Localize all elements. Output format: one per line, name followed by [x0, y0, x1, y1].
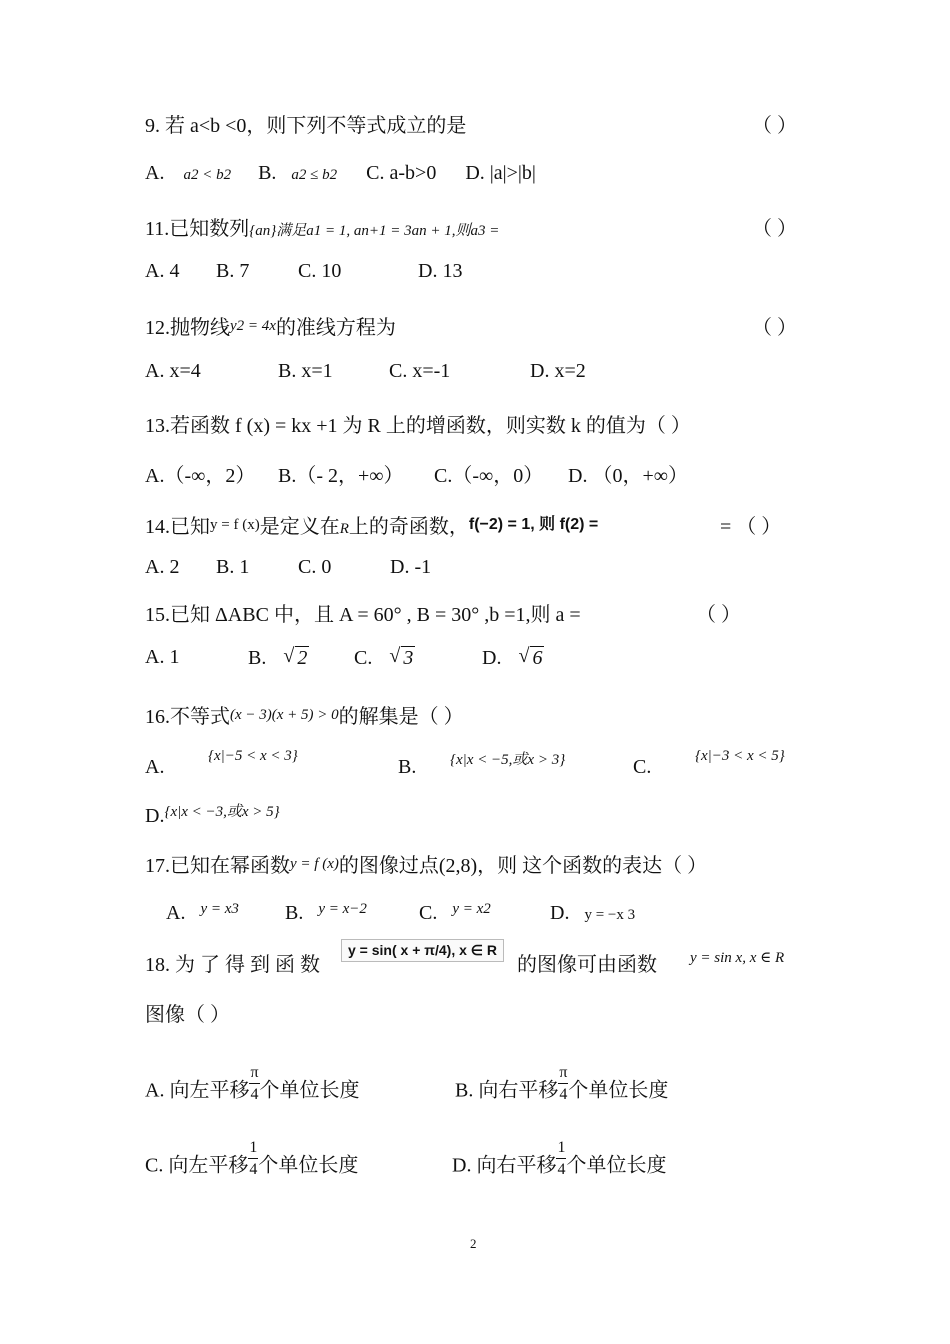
q18-option-a-denominator: 4	[250, 1086, 259, 1103]
q16-option-d-expr: {x|x < −3,或x > 5}	[164, 804, 280, 820]
q14-option-a: A. 2	[145, 556, 180, 578]
q18-option-b-fraction	[558, 1065, 568, 1103]
q12-prefix: 12.抛物线	[145, 317, 230, 339]
q16-stem	[145, 700, 464, 729]
q16-option-a-expr: {x|−5 < x < 3}	[208, 748, 298, 764]
q18-option-c-fraction	[248, 1140, 258, 1178]
q16-prefix: 16.不等式	[145, 706, 230, 728]
q18-prefix: 18. 为 了 得 到 函 数	[145, 954, 320, 976]
q15-option-c-label: C.	[354, 647, 373, 669]
q18-option-a-unit: 个单位长度	[259, 1079, 360, 1102]
q18-option-c-unit: 个单位长度	[258, 1154, 359, 1177]
q9-options	[145, 162, 536, 185]
q16-option-a-label: A.	[145, 756, 165, 778]
q18-option-a-text: A. 向左平移	[145, 1079, 250, 1102]
q11-option-b: B. 7	[216, 260, 250, 282]
q17-prefix: 17.已知在幂函数	[145, 855, 290, 877]
q18-option-c-numerator: 1	[248, 1140, 258, 1159]
q17-option-c-expr: y = x2	[452, 901, 491, 917]
q9-option-d: D. |a|>|b|	[465, 162, 536, 184]
q16-option-d	[145, 805, 280, 828]
q14-image-formula: f(−2) = 1, 则 f(2) =	[468, 516, 599, 533]
q11-prefix: 11.已知数列	[145, 218, 250, 240]
q18-option-a-numerator: π	[249, 1065, 259, 1084]
q14-option-c: C. 0	[298, 556, 332, 578]
q18-option-d-fraction	[556, 1140, 566, 1178]
q13-option-c: C.（-∞，0）	[434, 465, 544, 487]
q17-expression: y = f (x)	[290, 856, 339, 872]
q17-option-b	[285, 902, 367, 925]
q18-option-d-denominator: 4	[557, 1161, 566, 1178]
q14-suffix: 上的奇函数，	[348, 516, 469, 538]
q16-option-c-label: C.	[633, 756, 652, 778]
q12-stem	[145, 311, 396, 340]
q12-suffix: 的准线方程为	[275, 317, 396, 339]
q13-option-d: D. （0，+∞）	[568, 465, 688, 487]
q12-option-c: C. x=-1	[389, 360, 451, 382]
q17-option-d	[550, 902, 635, 925]
q18-option-d-unit: 个单位长度	[566, 1154, 667, 1177]
q18-option-a	[145, 1064, 360, 1111]
q16-expression: (x − 3)(x + 5) > 0	[230, 707, 339, 723]
q16-option-d-label: D.	[145, 805, 165, 827]
q18-option-b-text: B. 向右平移	[455, 1079, 559, 1102]
q18-option-a-fraction	[249, 1065, 259, 1103]
q11-option-a: A. 4	[145, 260, 180, 282]
q14-option-d: D. -1	[390, 556, 432, 578]
q9-option-a-label: A.	[145, 162, 165, 184]
q18-image-formula-box	[341, 938, 504, 962]
q15-stem: 15.已知 ΔABC 中，且 A = 60° , B = 30° ,b =1,则 a =	[145, 604, 581, 626]
q14-stem	[145, 510, 598, 539]
q12-answer-bracket: （ ）	[752, 317, 797, 339]
q17-option-b-expr: y = x−2	[318, 901, 367, 917]
q14-mid: 是定义在	[259, 516, 340, 538]
q16-suffix: 的解集是（ ）	[338, 706, 464, 728]
q9-option-b-label: B.	[258, 162, 277, 184]
q14-expression-y: y = f (x)	[210, 517, 260, 533]
q18-option-c	[145, 1139, 359, 1186]
q15-option-d-root: √ 6	[530, 646, 544, 670]
q18-expression: y = sin x, x ∈ R	[690, 950, 785, 966]
q18-option-d-numerator: 1	[556, 1140, 566, 1159]
q18-option-b-numerator: π	[558, 1065, 568, 1084]
q11-option-d: D. 13	[418, 260, 463, 282]
q9-option-c: C. a-b>0	[366, 162, 437, 184]
q12-option-d: D. x=2	[530, 360, 586, 382]
q14-answer-bracket: = （ ）	[720, 516, 782, 538]
q17-option-c-label: C.	[419, 902, 438, 924]
q16-option-c-expr: {x|−3 < x < 5}	[695, 748, 785, 764]
q16-option-b-expr: {x|x < −5,或x > 3}	[450, 752, 566, 768]
q12-expression: y2 = 4x	[230, 318, 276, 334]
q18-option-c-text: C. 向左平移	[145, 1154, 249, 1177]
q14-option-b: B. 1	[216, 556, 250, 578]
q12-option-a: A. x=4	[145, 360, 201, 382]
q11-expression: {an}满足a1 = 1, an+1 = 3an + 1,则a3 =	[249, 223, 500, 239]
q17-option-c	[419, 902, 491, 925]
q15-option-d-label: D.	[482, 647, 502, 669]
q18-option-d	[452, 1139, 667, 1186]
q15-answer-bracket: （ ）	[696, 604, 741, 626]
q17-option-d-expr: y = −x 3	[584, 907, 636, 923]
q12-option-b: B. x=1	[278, 360, 333, 382]
q15-option-a: A. 1	[145, 646, 180, 668]
q16-option-b-label: B.	[398, 756, 417, 778]
q18-option-b-denominator: 4	[559, 1086, 568, 1103]
q9-option-a-expr: a2 < b2	[183, 167, 232, 183]
q17-option-a-expr: y = x3	[200, 901, 239, 917]
q9-answer-bracket: （ ）	[752, 115, 797, 137]
q13-option-a: A.（-∞，2）	[145, 465, 256, 487]
q15-option-c-root: √ 3	[401, 646, 415, 670]
q11-option-c: C. 10	[298, 260, 342, 282]
q17-stem	[145, 849, 707, 878]
q15-option-d	[482, 646, 544, 670]
q18-mid: 的图像可由函数	[517, 954, 657, 976]
q18-line2: 图像（ ）	[145, 1004, 230, 1026]
q18-option-b-unit: 个单位长度	[568, 1079, 669, 1102]
q17-suffix: 的图像过点(2,8)，则 这个函数的表达（ ）	[338, 855, 708, 877]
q17-option-d-label: D.	[550, 902, 570, 924]
page-number: 2	[470, 1236, 477, 1251]
q15-option-b-root: √ 2	[295, 646, 309, 670]
q11-stem	[145, 212, 499, 241]
q14-prefix: 14.已知	[145, 516, 210, 538]
q17-option-b-label: B.	[285, 902, 304, 924]
q13-option-b: B.（- 2，+∞）	[278, 465, 404, 487]
q14-expression-r: R	[339, 521, 349, 537]
q18-option-d-text: D. 向右平移	[452, 1154, 557, 1177]
q15-option-b	[248, 646, 309, 670]
q9-stem: 9. 若 a<b <0，则下列不等式成立的是	[145, 115, 467, 137]
q15-option-c	[354, 646, 415, 670]
q9-option-b-expr: a2 ≤ b2	[291, 167, 338, 183]
q11-answer-bracket: （ ）	[752, 218, 797, 240]
q15-option-b-label: B.	[248, 647, 267, 669]
q18-option-c-denominator: 4	[249, 1161, 258, 1178]
q13-stem: 13.若函数 f (x) = kx +1 为 R 上的增函数，则实数 k 的值为（ ）	[145, 415, 691, 437]
q18-image-formula: y = sin( x + π/4), x ∈ R	[341, 939, 504, 962]
q17-option-a	[166, 902, 239, 925]
q18-option-b	[455, 1064, 669, 1111]
q17-option-a-label: A.	[166, 902, 186, 924]
